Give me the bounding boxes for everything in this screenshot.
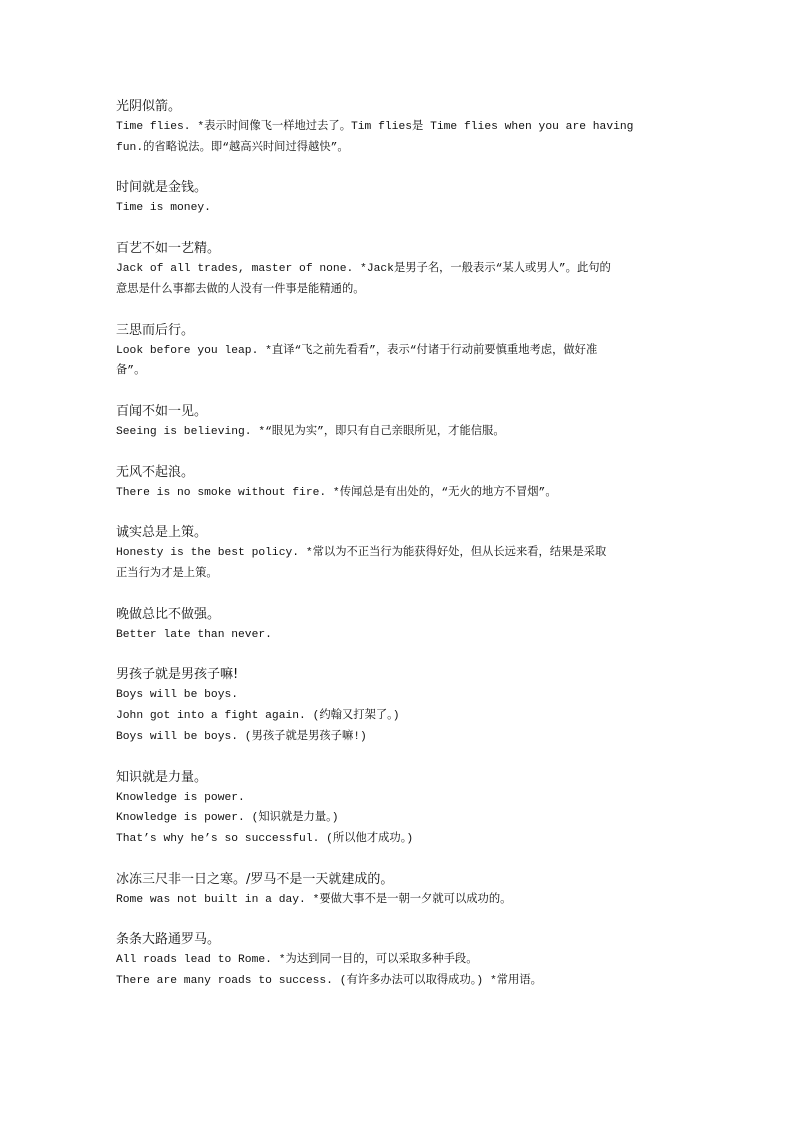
proverb-line: Time is money.	[116, 202, 211, 215]
proverb-line: Look before you leap. *直译“飞之前先看看”，表示“付诸于行动前要慎重地考虑，做好准	[116, 344, 598, 357]
proverb-chinese-heading: 光阴似箭。	[116, 99, 182, 114]
proverb-line: Rome was not built in a day. *要做大事不是一朝一夕就可以成功的。	[116, 893, 512, 906]
proverb-entry	[116, 321, 696, 382]
proverb-line: Better late than never.	[116, 628, 272, 641]
proverb-line: Jack of all trades, master of none. *Jack是男子名，一般表示“某人或男人”。此句的	[116, 263, 611, 276]
proverb-chinese-heading: 晚做总比不做强。	[116, 606, 221, 622]
proverb-entry	[116, 930, 696, 991]
proverb-line: fun.的省略说法。即“越高兴时间过得越快”。	[116, 141, 349, 154]
proverb-entry	[116, 97, 696, 158]
proverb-chinese-heading: 百闻不如一见。	[116, 403, 208, 419]
proverb-example-line: That’s why he’s so successful. (所以他才成功。)	[116, 832, 414, 845]
proverb-line: Time flies. *表示时间像飞一样地过去了。Tim flies是 Time flies when you are having	[116, 121, 634, 133]
proverb-chinese-heading: 诚实总是上策。	[116, 525, 208, 541]
proverb-line: There is no smoke without fire. *传闻总是有出处的，“无火的地方不冒烟”。	[116, 486, 557, 499]
proverb-entry	[116, 239, 696, 300]
proverb-chinese-heading: 男孩子就是男孩子嘛!	[116, 667, 239, 683]
proverb-chinese-heading: 时间就是金钱。	[116, 180, 208, 196]
proverb-line: 备”。	[116, 365, 146, 378]
proverb-line: Boys will be boys.	[116, 689, 239, 702]
proverb-chinese-heading: 三思而后行。	[116, 322, 195, 338]
proverb-chinese-heading: 知识就是力量。	[116, 769, 208, 785]
proverb-entry	[116, 463, 696, 504]
proverb-line: 正当行为才是上策。	[116, 568, 218, 581]
proverb-line: Knowledge is power.	[116, 791, 245, 804]
proverb-example-line: There are many roads to success. (有许多办法可以取得成功。) *常用语。	[116, 975, 542, 988]
proverb-entry	[116, 178, 696, 219]
proverb-line: Honesty is the best policy. *常以为不正当行为能获得好处，但从长远来看，结果是采取	[116, 547, 607, 560]
proverb-entry	[116, 605, 696, 646]
proverb-line: 意思是什么事都去做的人没有一件事是能精通的。	[116, 283, 365, 296]
proverb-line: All roads lead to Rome. *为达到同一目的，可以采取多种手段。	[116, 954, 478, 967]
proverb-entry	[116, 870, 696, 911]
document-page	[116, 97, 696, 1012]
proverb-entry	[116, 402, 696, 443]
proverb-entry	[116, 768, 696, 850]
proverb-entry	[116, 665, 696, 747]
proverb-example-line: Knowledge is power. (知识就是力量。)	[116, 812, 339, 825]
proverb-chinese-heading: 无风不起浪。	[116, 464, 195, 480]
proverb-entry	[116, 523, 696, 584]
proverb-example-line: Boys will be boys. (男孩子就是男孩子嘛!)	[116, 730, 367, 743]
proverb-chinese-heading: 条条大路通罗马。	[116, 932, 221, 948]
proverb-line: Seeing is believing. *“眼见为实”，即只有自己亲眼所见，才能信服。	[116, 425, 505, 438]
proverb-chinese-heading: 百艺不如一艺精。	[116, 241, 221, 257]
proverb-example-line: John got into a fight again. (约翰又打架了。)	[116, 710, 400, 723]
proverb-chinese-heading: 冰冻三尺非一日之寒。/罗马不是一天就建成的。	[116, 871, 394, 887]
